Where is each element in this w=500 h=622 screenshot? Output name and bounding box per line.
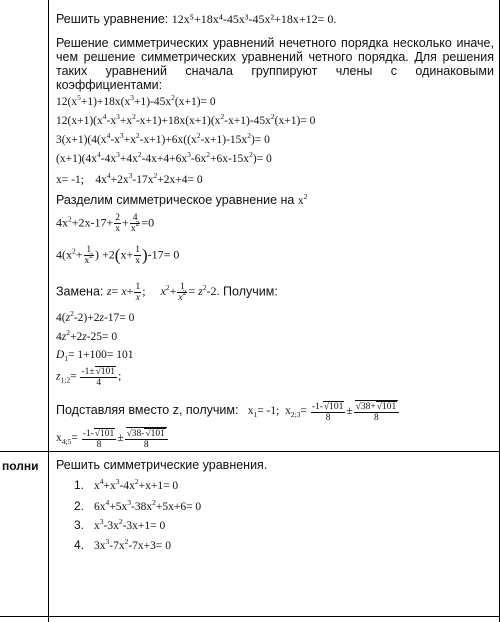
exercise-expr: $3x^3-7x^2-7x+3= 0$ [94,537,172,552]
math-line-9: $4z^2+2z-25= 0$ [56,328,118,343]
divide-label: Разделим симметрическое уравнение на [56,193,295,207]
main-equation: 12x⁵+18x⁴-45x³-45x²+18x+12= 0. [171,12,337,26]
math-line-6: $4x^2+2x-17+$ $\frac{2}{x}$ + $\frac{4}{x^2}$ =0 [56,213,155,234]
math-line-8: $4(z^2-2)+2z-17= 0$ [56,309,135,324]
math-line-12: $x_{4;5}=$ $\frac{-1-√101}{8}$ ± $\frac{√38-√101}{8}$ [56,427,169,450]
exercise-expr: $x^4+x^3-4x^2+x+1= 0$ [94,477,179,492]
receive-label: Получим: [223,284,278,299]
exercise-task: Решить симметрические уравнения. [56,458,268,472]
substitution-line: Замена: z= x+ $\frac{1}{x}$ ; $x^2+$ $\frac{1}{x^2}$ = $z^2-2$. Получим: [56,282,278,303]
exercise-expr: $6x^4+5x^3-38x^2+5x+6= 0$ [94,498,202,513]
math-line-11: $z_{1;2}=$ $\frac{-1\pm√101}{4}$ ; [56,367,122,388]
math-line-5: x= -1; $4x^4+2x^3-17x^2+2x+4= 0$ [56,171,203,186]
divisor: $x^2$ [297,192,308,207]
divide-line [56,193,494,208]
explanation-paragraph: Решение симметрических уравнений нечетного порядка несколько иначе, чем решение симметрических уравнений четного порядка. Для решения таких уравнений сначала группируют члены с одинаковыми коэффициентами: [56,36,494,92]
exercise-expr: $x^3-3x^2-3x+1= 0$ [94,517,166,532]
row-divider [0,451,500,452]
math-line-3: $3(x+1)(4(x^4-x^3+x^2-x+1)+6x((x^2-x+1)-15x^2)= 0$ [56,131,270,146]
task-line [56,12,494,26]
list-item: 2. $6x^4+5x^3-38x^2+5x+6= 0$ [74,498,202,513]
column-divider [48,0,49,622]
task-intro: Решить уравнение: [56,12,169,26]
math-line-10: $D_1= 1+100= 101$ [56,349,134,363]
row2-label: полни [2,459,39,473]
math-line-7: $4(x^2+$ $\frac{1}{x^2}$ ) +2(x+ $\frac{1}{x}$ )-17= 0 [56,245,180,266]
list-item: 4. $3x^3-7x^2-7x+3= 0$ [74,537,172,552]
math-line-1: $12(x^5+1)+18x(x^3+1)-45x^2(x+1)= 0$ [56,93,216,108]
substituting-label: Подставляя вместо z, получим: [56,403,239,418]
math-line-2: $12(x+1)(x^4-x^3+x^2-x+1)+18x(x+1)(x^2-x+1)-45x^2(x+1)= 0$ [56,112,316,127]
table-bottom-border [0,616,500,617]
list-item: 1. $x^4+x^3-4x^2+x+1= 0$ [74,477,179,492]
list-item: 3. $x^3-3x^2-3x+1= 0$ [74,517,166,532]
math-line-4: $(x+1)(4x^4-4x^3+4x^2-4x+4+6x^3-6x^2+6x-15x^2)= 0$ [56,150,272,165]
substituting-line: Подставляя вместо z, получим: $x_1= -1$; $x_{2;3}=$ $\frac{-1-√101}{8}$ ± $\frac{√38+√101}{8}$ [56,400,494,423]
substitution-label: Замена: [56,284,104,299]
